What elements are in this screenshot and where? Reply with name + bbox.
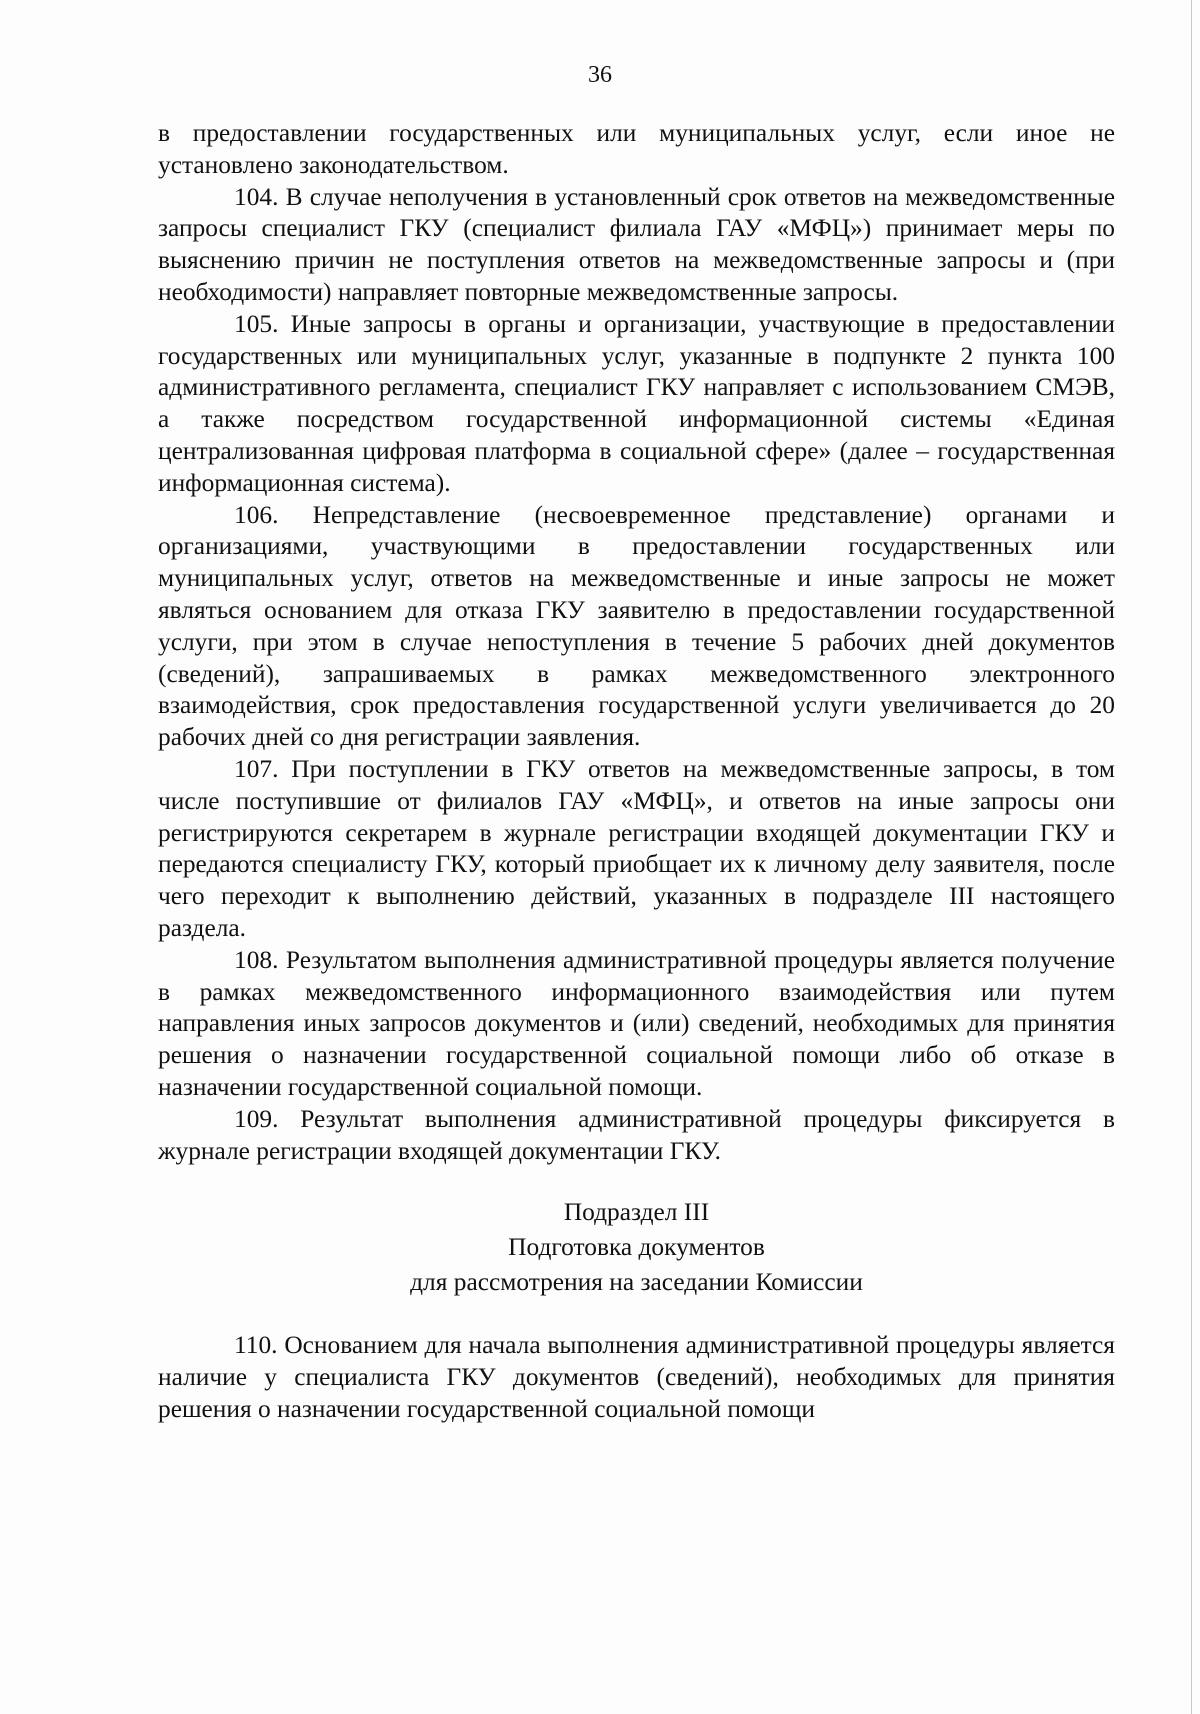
paragraph-continuation: в предоставлении государственных или муниципальных услуг, если иное не установлено законодательством.	[158, 119, 1115, 179]
paragraph-109: 109. Результат выполнения административной процедуры фиксируется в журнале регистрации входящей документации ГКУ.	[158, 1104, 1115, 1165]
paragraph-110: 110. Основанием для начала выполнения административной процедуры является наличие у специалиста ГКУ документов (сведений), необходимых для принятия решения о назначении государственной социальной помощи	[158, 1331, 1115, 1423]
paragraph-106: 106. Непредставление (несвоевременное представление) органами и организациями, участвующими в предоставлении государственных или муниципальных услуг, ответов на межведомственные и иные запросы не может являться основанием для отказа ГКУ заявителю в предоставлении государственной услуги, при этом в случае непоступления в течение 5 рабочих дней документов (сведений), запрашиваемых в рамках межведомственного электронного взаимодействия, срок предоставления государственной услуги увеличивается до 20 рабочих дней со дня регистрации заявления.	[158, 500, 1115, 752]
scan-edge-line	[1191, 0, 1192, 1714]
subsection-title-line2: для рассмотрения на заседании Комиссии	[410, 1268, 863, 1297]
paragraph-105: 105. Иные запросы в органы и организации, участвующие в предоставлении государственных или муниципальных услуг, указанные в подпункте 2 пункта 100 административного регламента, специалист ГКУ направляет с использованием СМЭВ, а также посредством государственной информационной системы «Единая централизованная цифровая платформа в социальной сфере» (далее – государственная информационная система).	[158, 309, 1115, 497]
subsection-title-line1: Подготовка документов	[508, 1233, 765, 1262]
paragraph-108: 108. Результатом выполнения административной процедуры является получение в рамках межведомственного информационного взаимодействия или путем направления иных запросов документов и (или) сведений, необходимых для принятия решения о назначении государственной социальной помощи либо об отказе в назначении государственной социальной помощи.	[158, 945, 1115, 1101]
subsection-number: Подраздел III	[563, 1198, 710, 1227]
paragraph-107: 107. При поступлении в ГКУ ответов на межведомственные запросы, в том числе поступившие от филиалов ГАУ «МФЦ», и ответов на иные запросы они регистрируются секретарем в журнале регистрации входящей документации ГКУ и передаются специалисту ГКУ, который приобщает их к личному делу заявителя, после чего переходит к выполнению действий, указанных в подразделе III настоящего раздела.	[158, 754, 1115, 942]
subsection-heading	[158, 1195, 1115, 1300]
document-body	[158, 118, 1115, 1426]
page-number: 36	[588, 62, 612, 88]
paragraph-104: 104. В случае неполучения в установленный срок ответов на межведомственные запросы специалист ГКУ (специалист филиала ГАУ «МФЦ») принимает меры по выяснению причин не поступления ответов на межведомственные запросы и (при необходимости) направляет повторные межведомственные запросы.	[158, 182, 1115, 306]
